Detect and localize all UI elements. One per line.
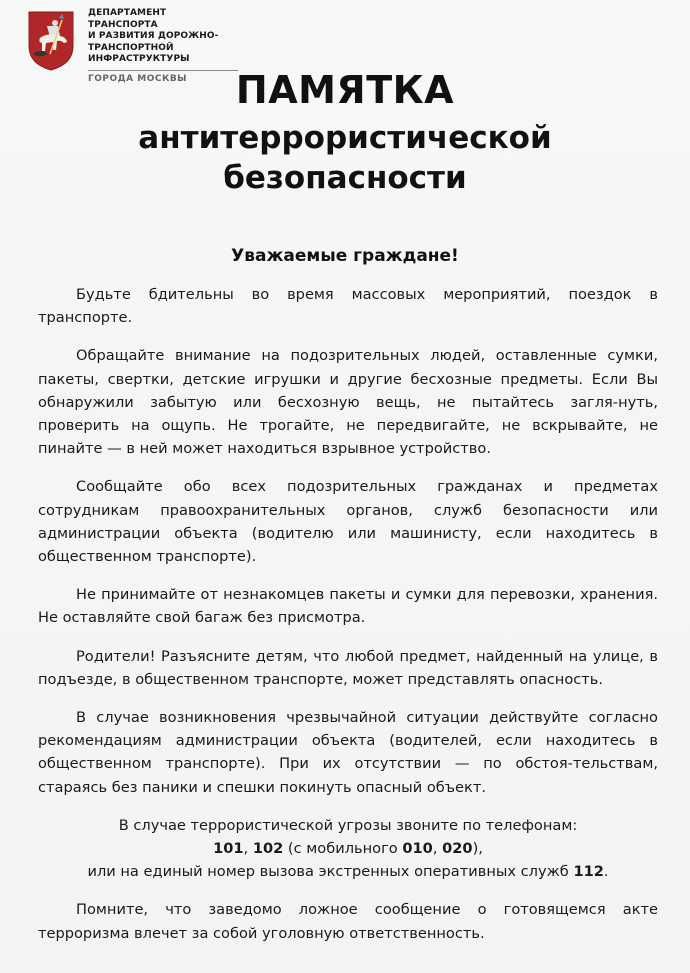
phone-sep: ,: [432, 840, 443, 858]
paragraph-emergency: В случае возникновения чрезвычайной ситуации действуйте согласно рекомендациям администрации объекта (водителей, если находитесь в общественном транспорте). При их отсутствии — по обстоя-тельствам, стараясь без паники и спешки покинуть опасный объект.: [38, 709, 658, 796]
paragraph-packages: Не принимайте от незнакомцев пакеты и сумки для перевозки, хранения. Не оставляйте свой багаж без присмотра.: [38, 586, 658, 627]
phone-101: 101: [213, 840, 244, 858]
mobile-prefix: (с мобильного: [283, 840, 403, 858]
mobile-suffix: ),: [472, 840, 483, 858]
paragraph-parents: Родители! Разъясните детям, что любой предмет, найденный на улице, в подъезде, в общественном транспорте, может представлять опасность.: [38, 647, 658, 688]
paragraph-suspicious-items: Обращайте внимание на подозрительных людей, оставленные сумки, пакеты, свертки, детские игрушки и другие бесхозные предметы. Если Вы обнаружили забытую или бесхозную вещь, не пытайтесь загля-нуть, проверить на ощупь. Не трогайте, не передвигайте, не вскрывайте, не пинайте — в ней может находиться взрывное устройство.: [38, 347, 658, 458]
department-city: ГОРОДА МОСКВЫ: [88, 73, 188, 84]
phone-numbers: [38, 837, 658, 860]
phone-102: 102: [252, 840, 284, 858]
subtitle-line-2: безопасности: [223, 160, 467, 196]
paragraph-report: Сообщайте обо всех подозрительных гражданах и предметах сотрудникам правоохранительных органов, служб безопасности или администрации объекта (водителю или машинисту, если находитесь в общественном транспорте).: [38, 478, 658, 566]
phone-010: 010: [402, 840, 433, 858]
page-title: ПАМЯТКА: [235, 68, 455, 112]
phone-sep: ,: [243, 840, 253, 858]
department-name: ДЕПАРТАМЕНТ ТРАНСПОРТА И РАЗВИТИЯ ДОРОЖНО- ТРАНСПОРТНОЙ ИНФРАСТРУКТУРЫ: [88, 8, 219, 64]
emergency-suffix: .: [603, 863, 609, 881]
greeting: Уважаемые граждане!: [231, 246, 459, 266]
phone-112: 112: [573, 863, 604, 881]
page-subtitle: [0, 118, 690, 198]
coat-of-arms-icon: [26, 10, 76, 72]
emergency-prefix: или на единый номер вызова экстренных оперативных служб: [87, 863, 574, 881]
paragraph-vigilance: Будьте бдительны во время массовых мероприятий, поездок в транспорте.: [38, 286, 658, 327]
phone-020: 020: [442, 840, 473, 858]
phone-intro: В случае террористической угрозы звоните по телефонам:: [118, 816, 578, 834]
paragraph-closing: Помните, что заведомо ложное сообщение о готовящемся акте терроризма влечет за собой уголовную ответственность.: [38, 901, 658, 942]
phone-block: [38, 814, 658, 884]
emergency-line: [38, 860, 658, 883]
subtitle-line-1: антитеррористической: [138, 120, 552, 156]
memo-body: [38, 283, 658, 960]
